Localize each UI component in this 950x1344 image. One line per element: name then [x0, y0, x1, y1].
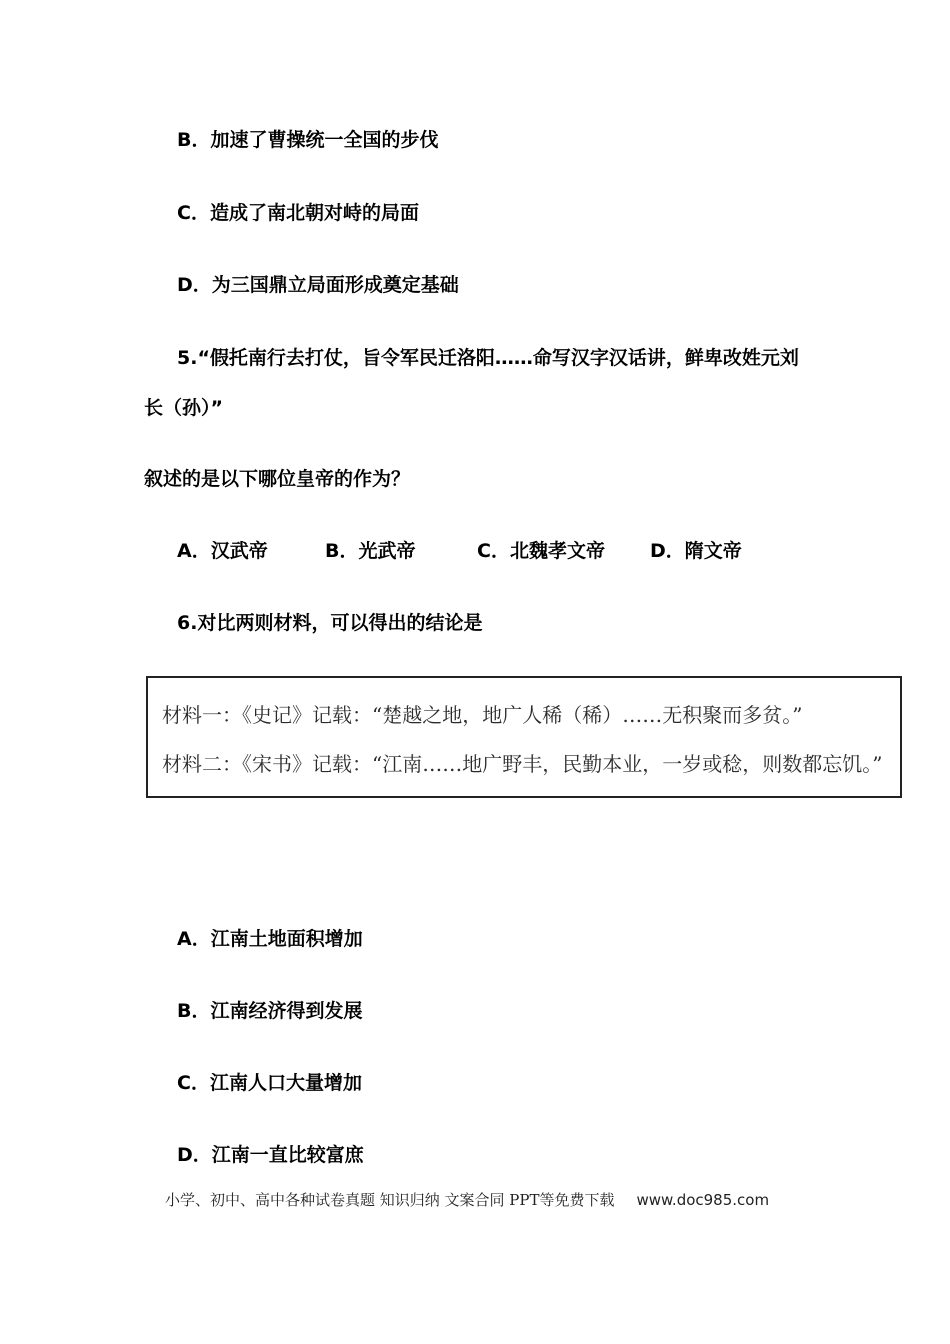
- q5-option-a: A．汉武帝: [177, 540, 268, 562]
- q6-option-b: B．江南经济得到发展: [177, 1000, 363, 1022]
- q5-stem-line3: 叙述的是以下哪位皇帝的作为？: [144, 468, 411, 490]
- q5-option-c: C．北魏孝文帝: [477, 540, 605, 562]
- q5-stem-line2: 长（孙）”: [144, 397, 223, 419]
- q5-stem-line1: 5.“假托南行去打仗，旨令军民迁洛阳……命写汉字汉话讲，鲜卑改姓元刘: [177, 347, 799, 369]
- material-one: 材料一：《史记》记载：“楚越之地，地广人稀（稀）……无积聚而多贫。”: [162, 703, 803, 727]
- material-two: 材料二：《宋书》记载：“江南……地广野丰，民勤本业，一岁或稔，则数都忘饥。”: [162, 752, 883, 776]
- q6-option-c: C．江南人口大量增加: [177, 1072, 362, 1094]
- q6-option-d: D．江南一直比较富庶: [177, 1144, 364, 1166]
- q5-option-d: D．隋文帝: [650, 540, 742, 562]
- q6-option-a: A．江南土地面积增加: [177, 928, 363, 950]
- q6-stem: 6.对比两则材料，可以得出的结论是: [177, 612, 483, 634]
- footer-url[interactable]: www.doc985.com: [636, 1191, 770, 1209]
- q5-option-b: B．光武帝: [325, 540, 416, 562]
- q4-option-c: C．造成了南北朝对峙的局面: [177, 202, 419, 224]
- materials-box: [146, 676, 902, 798]
- page-footer: [165, 1190, 769, 1210]
- q4-option-d: D．为三国鼎立局面形成奠定基础: [177, 274, 459, 296]
- q4-option-b: B．加速了曹操统一全国的步伐: [177, 129, 439, 151]
- footer-text: 小学、初中、高中各种试卷真题 知识归纳 文案合同 PPT等免费下载: [165, 1191, 615, 1209]
